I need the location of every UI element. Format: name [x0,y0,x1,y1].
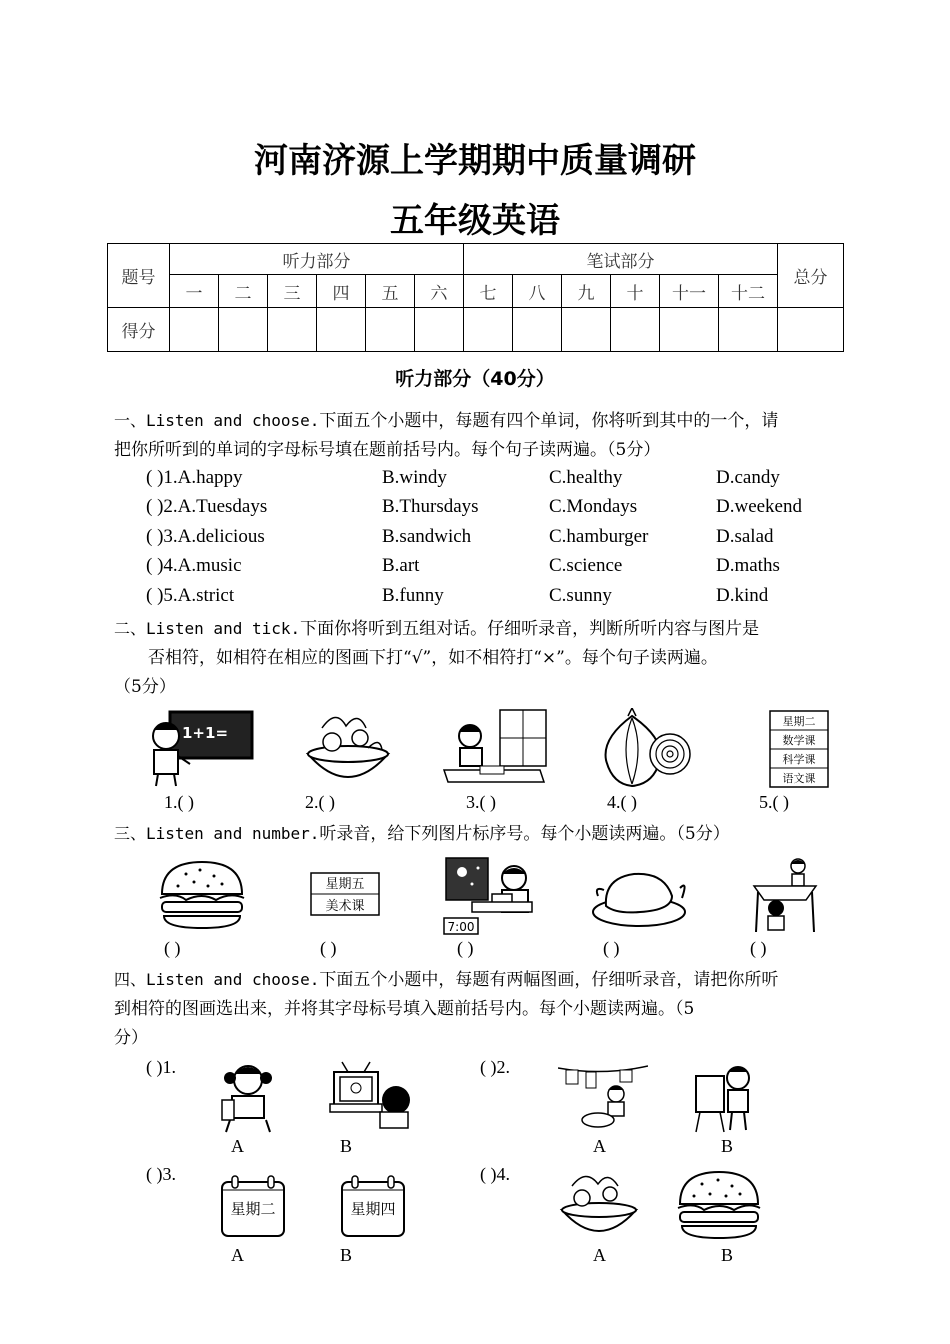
answer-blank[interactable]: 3.( ) [466,792,496,812]
answer-blank[interactable]: 4.( ) [607,792,637,812]
column-header: 六 [415,275,464,308]
schedule-card-picture [769,710,829,788]
part2-intro-cn: 下面你将听到五组对话。仔细听录音，判断所听内容与图片是 [300,619,760,639]
option-b: B.windy [382,467,447,488]
option-a: ( )5.A.strict [146,585,235,606]
column-header: 四 [317,275,366,308]
row-label-score: 得分 [108,308,170,352]
column-header: 一 [170,275,219,308]
schedule-day: 星期二 [782,715,816,728]
part1-intro-cn2: 把你所听到的单词的字母标号填在题前括号内。每个句子读两遍。（5分） [114,440,661,460]
exam-title: 河南济源上学期期中质量调研 [254,141,696,181]
writing-header: 笔试部分 [464,244,778,275]
part1-intro-cn: 下面五个小题中，每题有四个单词，你将听到其中的一个，请 [319,411,779,431]
calendar-thursday-picture [340,1174,406,1238]
listening-header: 听力部分 [170,244,464,275]
calendar-tuesday-picture [220,1174,286,1238]
answer-blank[interactable]: ( ) [164,938,181,958]
score-cell[interactable] [415,308,464,352]
option-d: D.weekend [716,496,802,517]
exam-subtitle: 五年级英语 [390,201,560,241]
option-b: B.Thursdays [382,496,479,517]
onion-picture [598,708,696,788]
answer-blank[interactable]: 2.( ) [305,792,335,812]
answer-blank[interactable]: ( ) [457,938,474,958]
part2-intro-en: 二、Listen and tick. [114,619,301,638]
part3-intro-cn: 听录音，给下列图片标序号。每个小题读两遍。（5分） [319,824,730,844]
option-a: ( )1.A.happy [146,467,243,488]
part2-intro [114,614,844,702]
score-cell[interactable] [778,308,844,352]
choice-label-a: A [593,1136,606,1156]
burger-picture [674,1168,764,1240]
card-subject: 美术课 [325,899,365,914]
option-c: C.hamburger [549,526,649,547]
schedule-item: 数学课 [782,734,816,747]
option-a: ( )4.A.music [146,555,242,576]
option-c: C.Mondays [549,496,638,517]
score-cell[interactable] [366,308,415,352]
option-a: ( )2.A.Tuesdays [146,496,268,517]
option-c: C.sunny [549,585,612,606]
part1-question [146,526,846,552]
part1-question [146,496,846,522]
column-header: 三 [268,275,317,308]
calendar-day: 星期二 [230,1200,276,1218]
part4-intro-cn3: 分） [114,1028,148,1048]
column-header: 七 [464,275,513,308]
roast-chicken-picture [590,866,688,928]
option-a: ( )3.A.delicious [146,526,265,547]
part4-intro [114,965,844,1053]
option-c: C.science [549,555,623,576]
watching-tv-picture [328,1060,414,1134]
clock-time: 7:00 [447,920,475,934]
card-day: 星期五 [325,877,365,892]
column-header: 十 [611,275,660,308]
boy-painting-picture [694,1060,756,1134]
column-header: 五 [366,275,415,308]
washing-clothes-picture [558,1062,648,1134]
option-d: D.salad [716,526,774,547]
choice-label-b: B [721,1245,734,1265]
choice-label-a: A [593,1245,606,1265]
total-header: 总分 [778,244,844,308]
score-table [107,243,844,352]
score-cell[interactable] [660,308,719,352]
part1-intro-en: 一、Listen and choose. [114,411,320,430]
part2-intro-points: （5分） [114,677,176,697]
column-header: 十二 [719,275,778,308]
salad-bowl-picture [302,708,394,790]
column-header: 八 [513,275,562,308]
question-number[interactable]: ( )1. [146,1057,176,1077]
boy-writing-picture [440,708,552,788]
choice-label-a: A [231,1245,244,1265]
option-d: D.maths [716,555,780,576]
choice-label-b: B [721,1136,734,1156]
score-cell[interactable] [219,308,268,352]
part4-intro-cn: 下面五个小题中，每题有两幅图画，仔细听录音，请把你所听 [319,970,779,990]
score-cell[interactable] [513,308,562,352]
part1-question [146,585,846,611]
column-header: 十一 [660,275,719,308]
choice-label-b: B [340,1136,353,1156]
part1-question [146,555,846,581]
schedule-item: 语文课 [782,772,816,785]
choice-label-a: A [231,1136,244,1156]
score-cell[interactable] [170,308,219,352]
friday-card-picture [310,872,380,916]
score-cell[interactable] [562,308,611,352]
part4-intro-en: 四、Listen and choose. [114,970,320,989]
question-number[interactable]: ( )4. [480,1164,510,1184]
score-cell[interactable] [268,308,317,352]
hamburger-picture [156,858,248,932]
part1-question [146,467,846,493]
answer-blank[interactable]: ( ) [750,938,767,958]
option-d: D.kind [716,585,769,606]
option-c: C.healthy [549,467,623,488]
score-cell[interactable] [464,308,513,352]
part4-intro-cn2: 到相符的图画选出来，并将其字母标号填入题前括号内。每个小题读两遍。（5 [114,999,695,1019]
salad-picture [556,1168,642,1242]
boy-reading-night-picture [442,856,538,936]
score-cell[interactable] [317,308,366,352]
option-b: B.funny [382,585,444,606]
question-number[interactable]: ( )2. [480,1057,510,1077]
option-b: B.art [382,555,420,576]
answer-blank[interactable]: ( ) [320,938,337,958]
score-cell[interactable] [719,308,778,352]
teacher-blackboard-picture [144,708,256,788]
part2-intro-cn2: 否相符，如相符在相应的图画下打“√”，如不相符打“×”。每个句子读两遍。 [148,648,718,668]
blackboard-text: 1+1= [182,724,229,742]
calendar-day: 星期四 [350,1200,396,1218]
part3-intro [114,819,844,849]
option-b: B.sandwich [382,526,472,547]
question-number[interactable]: ( )3. [146,1164,176,1184]
choice-label-b: B [340,1245,353,1265]
answer-blank[interactable]: 5.( ) [759,792,789,812]
column-header: 二 [219,275,268,308]
answer-blank[interactable]: 1.( ) [164,792,194,812]
part1-intro [114,406,844,465]
score-cell[interactable] [611,308,660,352]
row-label-number: 题号 [108,244,170,308]
option-d: D.candy [716,467,780,488]
answer-blank[interactable]: ( ) [603,938,620,958]
part3-intro-en: 三、Listen and number. [114,824,320,843]
students-desk-picture [748,856,820,934]
column-header: 九 [562,275,611,308]
listening-section-title: 听力部分（40分） [395,368,555,390]
schedule-item: 科学课 [782,753,816,766]
girl-reading-picture [216,1060,280,1134]
